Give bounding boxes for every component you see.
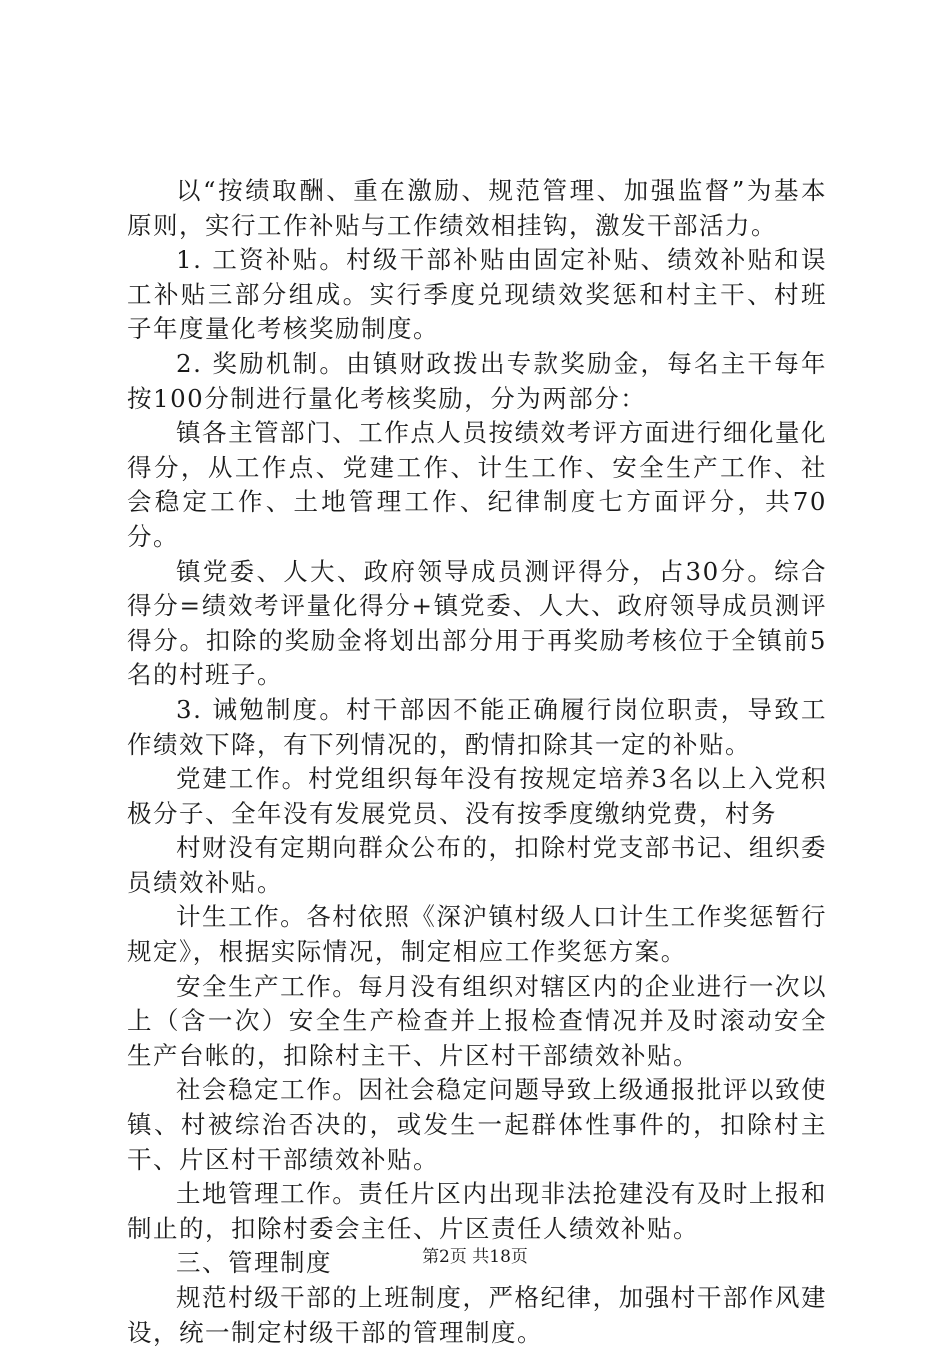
section-heading-management: 三、管理制度 [176,1248,332,1278]
paragraph-management-system: 规范村级干部的上班制度，严格纪律，加强村干部作风建设，统一制定村级干部的管理制度。 [127,1283,827,1347]
paragraph-land-management: 土地管理工作。责任片区内出现非法抢建没有及时上报和制止的，扣除村委会主任、片区责任人绩效补贴。 [127,1179,827,1243]
document-body [127,174,827,1350]
paragraph-leader-evaluation: 镇党委、人大、政府领导成员测评得分，占30分。综合得分=绩效考评量化得分+镇党委、人大、政府领导成员测评得分。扣除的奖励金将划出部分用于再奖励考核位于全镇前5名的村班子。 [127,556,827,690]
paragraph-principle: 以“按绩取酬、重在激励、规范管理、加强监督”为基本原则，实行工作补贴与工作绩效相挂钩，激发干部活力。 [127,176,827,240]
page-number-footer: 第2页 共18页 [422,1247,528,1267]
paragraph-performance-score: 镇各主管部门、工作点人员按绩效考评方面进行细化量化得分，从工作点、党建工作、计生工作、安全生产工作、社会稳定工作、土地管理工作、纪律制度七方面评分，共70分。 [127,418,827,551]
paragraph-reward-mechanism: 2. 奖励机制。由镇财政拨出专款奖励金，每名主干每年按100分制进行量化考核奖励，分为两部分： [127,348,827,413]
paragraph-admonition-system: 3. 诫勉制度。村干部因不能正确履行岗位职责，导致工作绩效下降，有下列情况的，酌情扣除其一定的补贴。 [127,694,827,759]
paragraph-party-building: 党建工作。村党组织每年没有按规定培养3名以上入党积极分子、全年没有发展党员、没有按季度缴纳党费，村务 [127,764,827,828]
paragraph-safety-production: 安全生产工作。每月没有组织对辖区内的企业进行一次以上（含一次）安全生产检查并上报检查情况并及时滚动安全生产台帐的，扣除村主干、片区村干部绩效补贴。 [127,971,827,1070]
paragraph-family-planning: 计生工作。各村依照《深沪镇村级人口计生工作奖惩暂行规定》，根据实际情况，制定相应工作奖惩方案。 [127,902,827,967]
paragraph-salary-subsidy: 1. 工资补贴。村级干部补贴由固定补贴、绩效补贴和误工补贴三部分组成。实行季度兑现绩效奖惩和村主干、村班子年度量化考核奖励制度。 [127,245,827,344]
paragraph-village-finance: 村财没有定期向群众公布的，扣除村党支部书记、组织委员绩效补贴。 [127,833,827,897]
paragraph-social-stability: 社会稳定工作。因社会稳定问题导致上级通报批评以致使镇、村被综治否决的，或发生一起群体性事件的，扣除村主干、片区村干部绩效补贴。 [127,1075,827,1174]
